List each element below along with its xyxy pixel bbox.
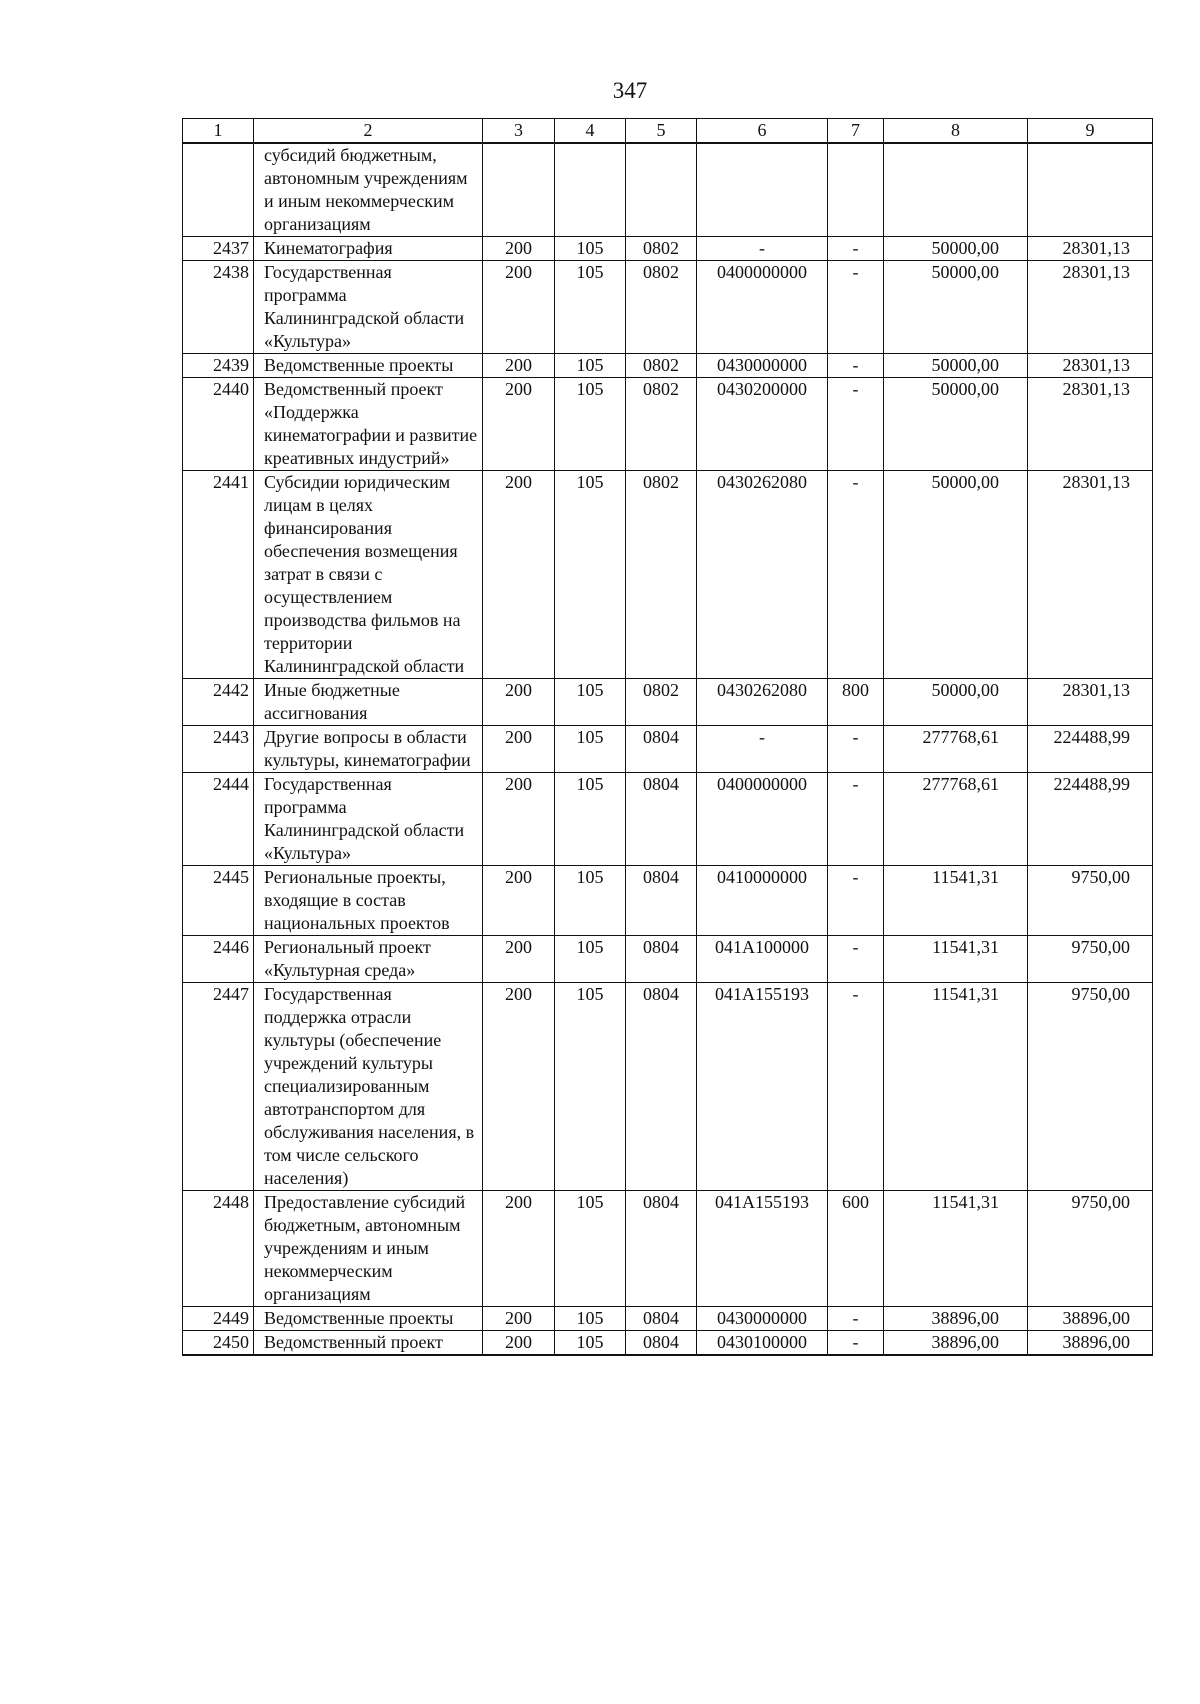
column-6-cell: 0430000000 (697, 1307, 828, 1331)
column-4-cell: 105 (555, 936, 626, 983)
column-7-cell: - (828, 237, 884, 261)
column-header-7: 7 (828, 119, 884, 144)
column-5-cell: 0802 (626, 471, 697, 679)
column-3-cell: 200 (483, 1307, 555, 1331)
column-4-cell: 105 (555, 679, 626, 726)
column-9-cell: 28301,13 (1028, 471, 1153, 679)
row-number-cell: 2446 (183, 936, 254, 983)
column-3-cell: 200 (483, 1331, 555, 1356)
column-4-cell: 105 (555, 354, 626, 378)
column-5-cell: 0804 (626, 726, 697, 773)
column-7-cell: 800 (828, 679, 884, 726)
column-9-cell: 28301,13 (1028, 378, 1153, 471)
column-4-cell: 105 (555, 1307, 626, 1331)
row-number-cell: 2448 (183, 1191, 254, 1307)
column-6-cell: 041A155193 (697, 1191, 828, 1307)
column-7-cell: - (828, 773, 884, 866)
table-row (183, 679, 1153, 726)
column-9-cell: 9750,00 (1028, 936, 1153, 983)
column-6-cell: 0430262080 (697, 679, 828, 726)
row-number-cell: 2437 (183, 237, 254, 261)
column-8-cell: 277768,61 (884, 773, 1028, 866)
column-5-cell (626, 143, 697, 237)
column-header-3: 3 (483, 119, 555, 144)
row-name-cell: субсидий бюджетным, автономным учреждениям и иным некоммерческим организациям (254, 143, 483, 237)
column-8-cell: 11541,31 (884, 866, 1028, 936)
column-header-5: 5 (626, 119, 697, 144)
column-9-cell (1028, 143, 1153, 237)
column-7-cell: - (828, 936, 884, 983)
column-3-cell: 200 (483, 378, 555, 471)
row-name-cell: Кинематография (254, 237, 483, 261)
column-5-cell: 0804 (626, 773, 697, 866)
table-row (183, 143, 1153, 237)
column-5-cell: 0802 (626, 261, 697, 354)
table-row (183, 983, 1153, 1191)
row-name-cell: Государственная программа Калининградской области «Культура» (254, 261, 483, 354)
column-3-cell (483, 143, 555, 237)
row-name-cell: Субсидии юридическим лицам в целях финансирования обеспечения возмещения затрат в связи с осуществлением производства фильмов на территории Калининградской области (254, 471, 483, 679)
column-4-cell: 105 (555, 983, 626, 1191)
row-number-cell (183, 143, 254, 237)
column-4-cell: 105 (555, 378, 626, 471)
row-name-cell: Иные бюджетные ассигнования (254, 679, 483, 726)
column-7-cell: - (828, 261, 884, 354)
column-3-cell: 200 (483, 773, 555, 866)
column-6-cell: - (697, 726, 828, 773)
column-8-cell (884, 143, 1028, 237)
column-4-cell: 105 (555, 726, 626, 773)
column-4-cell (555, 143, 626, 237)
column-9-cell: 38896,00 (1028, 1331, 1153, 1356)
row-number-cell: 2445 (183, 866, 254, 936)
table-row (183, 773, 1153, 866)
column-9-cell: 28301,13 (1028, 354, 1153, 378)
row-name-cell: Государственная поддержка отрасли культуры (обеспечение учреждений культуры специализированным автотранспортом для обслуживания населения, в том числе сельского населения) (254, 983, 483, 1191)
column-9-cell: 28301,13 (1028, 237, 1153, 261)
column-6-cell: 041A100000 (697, 936, 828, 983)
row-number-cell: 2449 (183, 1307, 254, 1331)
column-5-cell: 0804 (626, 866, 697, 936)
row-name-cell: Ведомственный проект (254, 1331, 483, 1356)
column-3-cell: 200 (483, 237, 555, 261)
column-header-8: 8 (884, 119, 1028, 144)
budget-table (182, 118, 1153, 1356)
table-row (183, 378, 1153, 471)
row-number-cell: 2438 (183, 261, 254, 354)
row-number-cell: 2439 (183, 354, 254, 378)
column-5-cell: 0802 (626, 679, 697, 726)
column-3-cell: 200 (483, 1191, 555, 1307)
table-row (183, 726, 1153, 773)
column-5-cell: 0804 (626, 1191, 697, 1307)
column-6-cell: 0430200000 (697, 378, 828, 471)
column-5-cell: 0804 (626, 983, 697, 1191)
row-name-cell: Государственная программа Калининградской области «Культура» (254, 773, 483, 866)
column-9-cell: 9750,00 (1028, 983, 1153, 1191)
column-5-cell: 0804 (626, 936, 697, 983)
column-6-cell: 0430100000 (697, 1331, 828, 1356)
page-number: 347 (612, 78, 648, 103)
column-3-cell: 200 (483, 726, 555, 773)
column-7-cell: - (828, 1331, 884, 1356)
column-7-cell: - (828, 354, 884, 378)
column-8-cell: 50000,00 (884, 354, 1028, 378)
column-3-cell: 200 (483, 354, 555, 378)
row-number-cell: 2447 (183, 983, 254, 1191)
column-header-9: 9 (1028, 119, 1153, 144)
column-8-cell: 50000,00 (884, 471, 1028, 679)
column-4-cell: 105 (555, 1191, 626, 1307)
table-row (183, 1307, 1153, 1331)
column-header-4: 4 (555, 119, 626, 144)
column-9-cell: 9750,00 (1028, 1191, 1153, 1307)
column-4-cell: 105 (555, 237, 626, 261)
column-8-cell: 50000,00 (884, 261, 1028, 354)
column-8-cell: 38896,00 (884, 1307, 1028, 1331)
column-5-cell: 0804 (626, 1331, 697, 1356)
column-7-cell: - (828, 378, 884, 471)
column-7-cell: - (828, 1307, 884, 1331)
table-row (183, 1331, 1153, 1356)
column-6-cell: 0430000000 (697, 354, 828, 378)
table-row (183, 237, 1153, 261)
column-3-cell: 200 (483, 936, 555, 983)
column-3-cell: 200 (483, 471, 555, 679)
column-6-cell: 041A155193 (697, 983, 828, 1191)
column-header-6: 6 (697, 119, 828, 144)
column-4-cell: 105 (555, 866, 626, 936)
column-9-cell: 224488,99 (1028, 726, 1153, 773)
column-5-cell: 0802 (626, 354, 697, 378)
column-5-cell: 0802 (626, 378, 697, 471)
table-row (183, 866, 1153, 936)
column-9-cell: 38896,00 (1028, 1307, 1153, 1331)
column-3-cell: 200 (483, 261, 555, 354)
column-6-cell: 0430262080 (697, 471, 828, 679)
row-number-cell: 2444 (183, 773, 254, 866)
row-number-cell: 2442 (183, 679, 254, 726)
column-3-cell: 200 (483, 679, 555, 726)
row-name-cell: Ведомственные проекты (254, 354, 483, 378)
column-6-cell: - (697, 237, 828, 261)
column-7-cell: 600 (828, 1191, 884, 1307)
column-5-cell: 0802 (626, 237, 697, 261)
column-6-cell: 0400000000 (697, 261, 828, 354)
column-8-cell: 277768,61 (884, 726, 1028, 773)
column-8-cell: 50000,00 (884, 679, 1028, 726)
header-row (183, 119, 1153, 144)
column-9-cell: 9750,00 (1028, 866, 1153, 936)
row-name-cell: Ведомственные проекты (254, 1307, 483, 1331)
row-name-cell: Ведомственный проект «Поддержка кинематографии и развитие креативных индустрий» (254, 378, 483, 471)
column-8-cell: 38896,00 (884, 1331, 1028, 1356)
table-row (183, 1191, 1153, 1307)
column-8-cell: 11541,31 (884, 936, 1028, 983)
column-9-cell: 28301,13 (1028, 261, 1153, 354)
row-name-cell: Другие вопросы в области культуры, кинематографии (254, 726, 483, 773)
column-4-cell: 105 (555, 261, 626, 354)
column-8-cell: 50000,00 (884, 378, 1028, 471)
column-3-cell: 200 (483, 983, 555, 1191)
column-6-cell: 0410000000 (697, 866, 828, 936)
column-4-cell: 105 (555, 1331, 626, 1356)
column-8-cell: 11541,31 (884, 1191, 1028, 1307)
row-number-cell: 2450 (183, 1331, 254, 1356)
column-7-cell: - (828, 471, 884, 679)
column-header-2: 2 (254, 119, 483, 144)
row-name-cell: Региональный проект «Культурная среда» (254, 936, 483, 983)
column-4-cell: 105 (555, 471, 626, 679)
row-name-cell: Предоставление субсидий бюджетным, автономным учреждениям и иным некоммерческим организациям (254, 1191, 483, 1307)
column-6-cell (697, 143, 828, 237)
table-row (183, 354, 1153, 378)
column-7-cell: - (828, 726, 884, 773)
table-row (183, 261, 1153, 354)
column-5-cell: 0804 (626, 1307, 697, 1331)
row-number-cell: 2443 (183, 726, 254, 773)
table-body (183, 143, 1153, 1355)
column-9-cell: 224488,99 (1028, 773, 1153, 866)
row-number-cell: 2441 (183, 471, 254, 679)
column-6-cell: 0400000000 (697, 773, 828, 866)
column-header-1: 1 (183, 119, 254, 144)
column-9-cell: 28301,13 (1028, 679, 1153, 726)
column-4-cell: 105 (555, 773, 626, 866)
column-7-cell: - (828, 983, 884, 1191)
row-name-cell: Региональные проекты, входящие в состав национальных проектов (254, 866, 483, 936)
table-row (183, 471, 1153, 679)
table-row (183, 936, 1153, 983)
column-8-cell: 11541,31 (884, 983, 1028, 1191)
column-8-cell: 50000,00 (884, 237, 1028, 261)
row-number-cell: 2440 (183, 378, 254, 471)
column-7-cell: - (828, 866, 884, 936)
column-7-cell (828, 143, 884, 237)
column-3-cell: 200 (483, 866, 555, 936)
